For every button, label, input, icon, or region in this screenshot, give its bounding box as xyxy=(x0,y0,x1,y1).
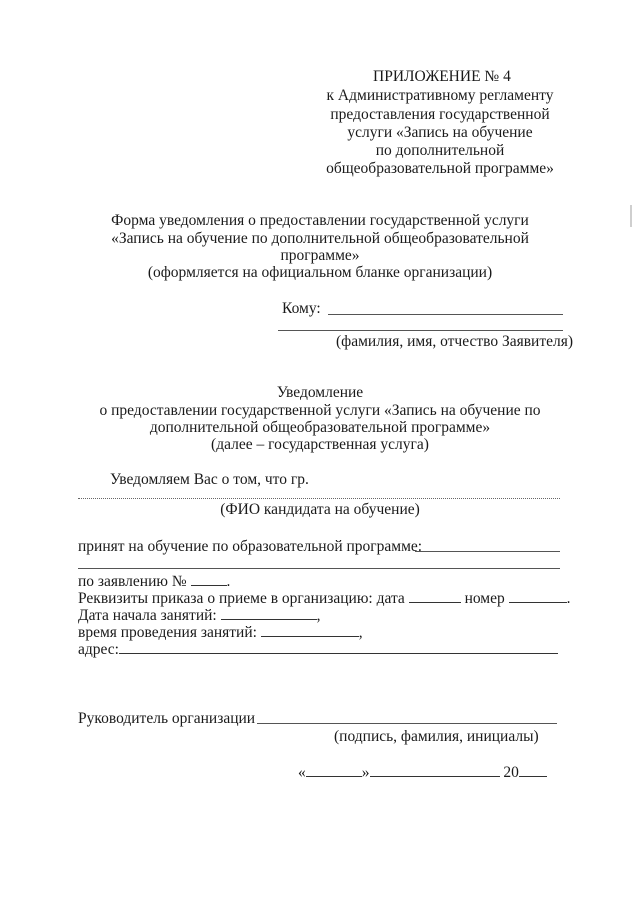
signature-caption: (подпись, фамилия, инициалы) xyxy=(334,728,539,745)
date-year-field[interactable] xyxy=(519,763,547,777)
signature-label: Руководитель организации xyxy=(78,710,256,727)
header-line-4: по дополнительной xyxy=(375,142,505,159)
notice-line-4: (далее – государственная услуга) xyxy=(211,436,429,453)
scan-mark xyxy=(630,205,632,227)
order-details-text: Реквизиты приказа о приеме в организацию: дата номер . xyxy=(78,590,571,607)
appendix-title: ПРИЛОЖЕНИЕ № 4 xyxy=(373,68,511,85)
notice-line-3: дополнительной общеобразовательной программе» xyxy=(149,419,491,436)
header-line-2: предоставления государственной xyxy=(330,106,550,123)
time-label: время проведения занятий: xyxy=(78,624,257,641)
form-title-line-4: (оформляется на официальном бланке организации) xyxy=(147,264,493,281)
order-number-label: номер xyxy=(464,590,505,607)
application-number-field[interactable] xyxy=(191,572,227,586)
by-application-text: по заявлению № . xyxy=(78,573,231,590)
address-label: адрес: xyxy=(78,641,119,658)
time-field[interactable] xyxy=(261,623,359,637)
date-open-quote: « xyxy=(298,764,306,781)
order-date-field[interactable] xyxy=(409,589,461,603)
program-line[interactable] xyxy=(415,551,560,552)
order-number-field[interactable] xyxy=(509,589,567,603)
by-application-label: по заявлению № xyxy=(78,573,187,590)
start-date-label: Дата начала занятий: xyxy=(78,607,217,624)
program-line-2[interactable] xyxy=(78,568,560,569)
date-day-field[interactable] xyxy=(306,763,362,777)
notice-line-2: о предоставлении государственной услуги «Запись на обучение по xyxy=(99,402,541,419)
date-month-field[interactable] xyxy=(370,763,500,777)
date-close-quote: » xyxy=(361,764,370,781)
date-year-prefix: 20 xyxy=(503,764,519,781)
recipient-label: Кому: xyxy=(282,300,321,317)
candidate-name-line[interactable] xyxy=(78,498,560,499)
order-details-label: Реквизиты приказа о приеме в организацию: дата xyxy=(78,590,405,607)
intro-text: Уведомляем Вас о том, что гр. xyxy=(110,471,309,488)
notice-title: Уведомление xyxy=(276,384,364,401)
recipient-caption: (фамилия, имя, отчество Заявителя) xyxy=(336,333,574,350)
header-line-1: к Административному регламенту xyxy=(326,87,554,104)
form-title-line-3: программе» xyxy=(280,247,360,264)
form-title-line-1: Форма уведомления о предоставлении государственной услуги xyxy=(111,212,529,229)
address-field[interactable] xyxy=(119,640,558,654)
accepted-text: принят на обучение по образовательной программе: xyxy=(78,538,423,555)
address-text xyxy=(78,640,558,658)
candidate-caption: (ФИО кандидата на обучение) xyxy=(220,501,420,518)
header-line-3: услуги «Запись на обучение xyxy=(347,124,533,141)
recipient-line-1[interactable] xyxy=(328,314,563,315)
date-line xyxy=(298,763,547,781)
signature-line[interactable] xyxy=(257,723,557,724)
header-line-5: общеобразовательной программе» xyxy=(326,160,554,177)
recipient-line-2[interactable] xyxy=(278,330,563,331)
start-date-text: Дата начала занятий: , xyxy=(78,607,321,624)
start-date-field[interactable] xyxy=(221,606,317,620)
form-title-line-2: «Запись на обучение по дополнительной общеобразовательной xyxy=(111,230,529,247)
time-text: время проведения занятий: , xyxy=(78,624,363,641)
